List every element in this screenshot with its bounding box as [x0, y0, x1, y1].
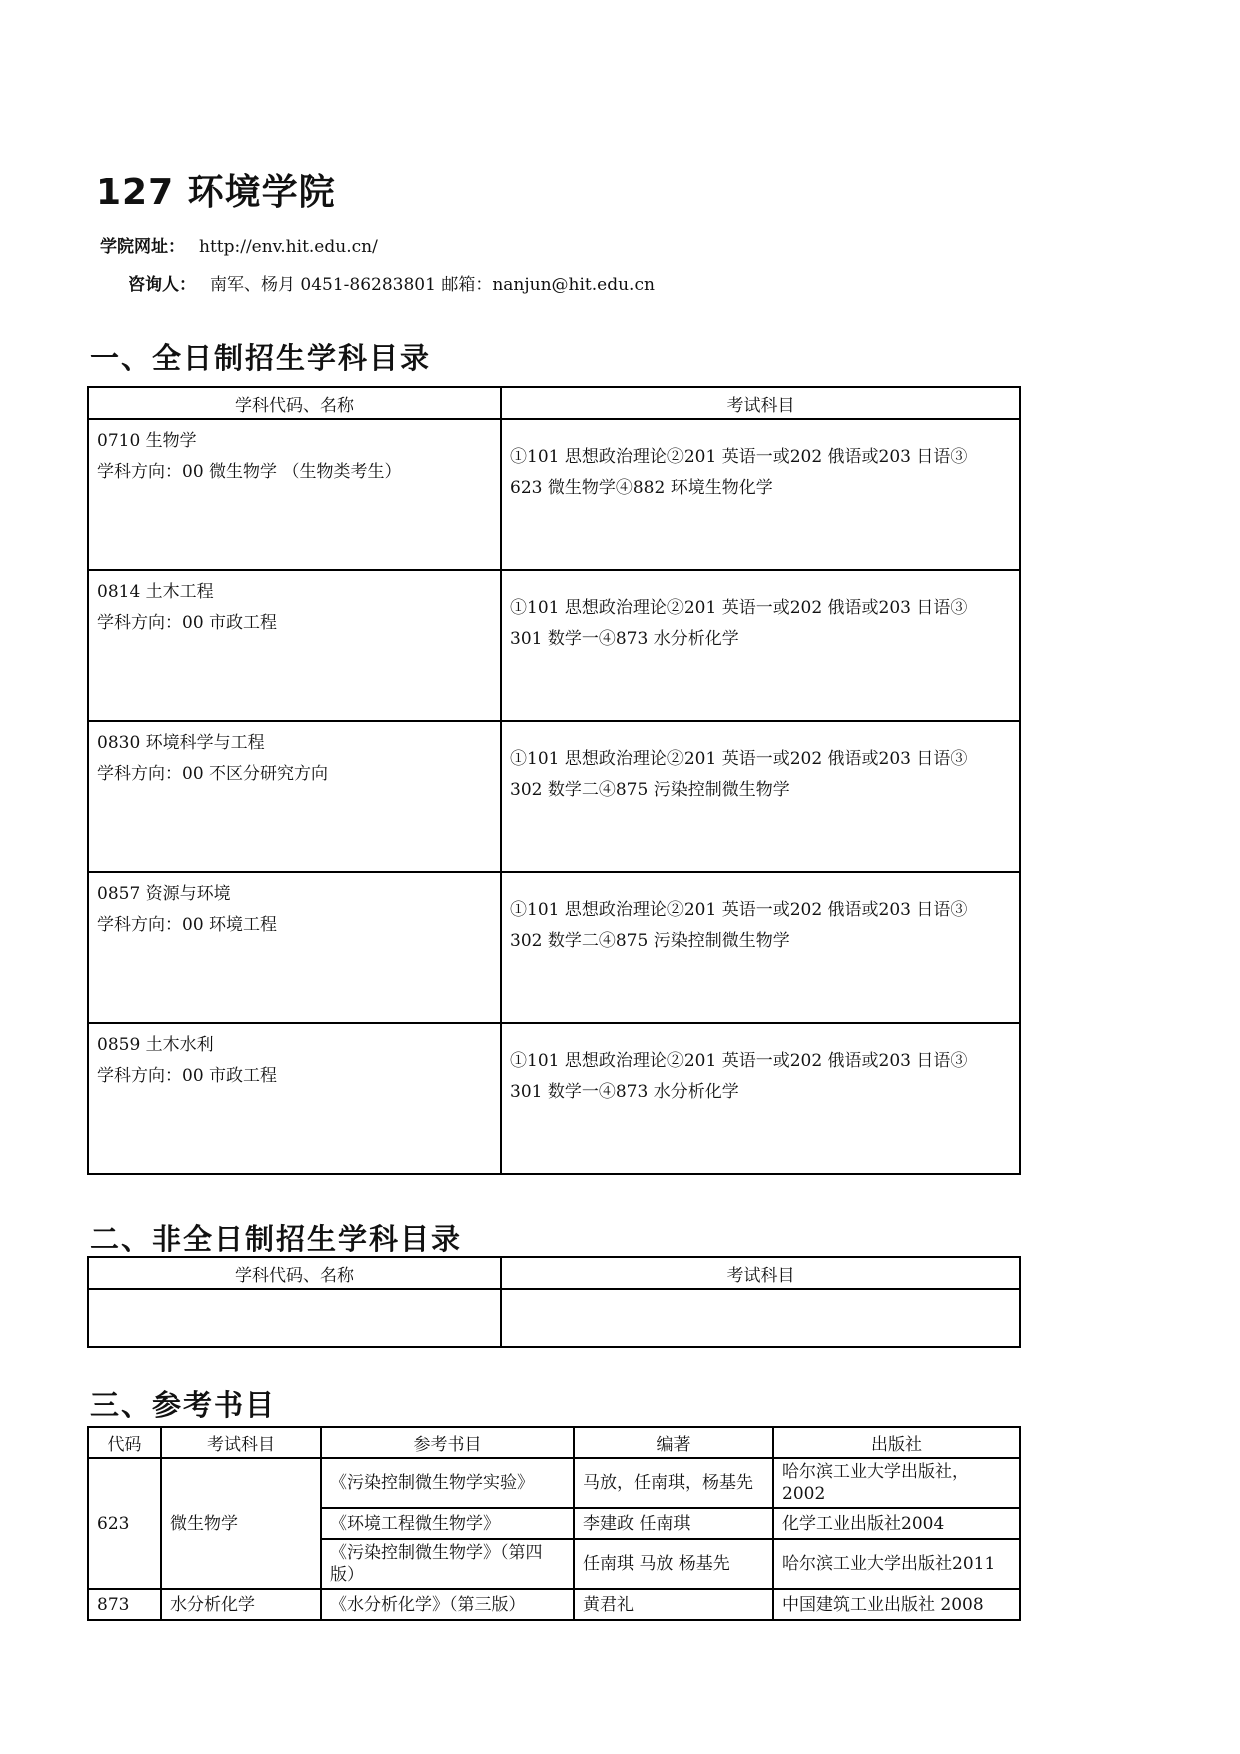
exam-line1: ①101 思想政治理论②201 英语一或202 俄语或203 日语③	[510, 598, 968, 618]
exam-line1: ①101 思想政治理论②201 英语一或202 俄语或203 日语③	[510, 900, 968, 920]
col-author-header: 编著	[574, 1427, 773, 1458]
subject-name: 0830 环境科学与工程	[97, 733, 265, 753]
publisher-cell: 哈尔滨工业大学出版社2011	[773, 1539, 1020, 1589]
subject-cell	[88, 1023, 501, 1174]
table-header-row	[88, 1257, 1020, 1289]
section2-heading: 二、非全日制招生学科目录	[90, 1222, 463, 1256]
subject-direction: 学科方向：00 市政工程	[97, 613, 278, 633]
table-header-row	[88, 387, 1020, 419]
exam-line2: 623 微生物学④882 环境生物化学	[510, 478, 773, 498]
section1-heading: 一、全日制招生学科目录	[90, 341, 432, 375]
section3-heading: 三、参考书目	[90, 1388, 277, 1422]
table-row	[88, 721, 1020, 872]
exam-line2: 301 数学一④873 水分析化学	[510, 1082, 739, 1102]
col-exam-header: 考试科目	[501, 387, 1020, 419]
subject-direction: 学科方向：00 微生物学 （生物类考生）	[97, 462, 402, 482]
table-row	[88, 1458, 1020, 1508]
author-cell: 李建政 任南琪	[574, 1508, 773, 1539]
author-cell: 任南琪 马放 杨基先	[574, 1539, 773, 1589]
exam-cell	[501, 570, 1020, 721]
subject-direction: 学科方向：00 市政工程	[97, 1066, 278, 1086]
col-code-header: 代码	[88, 1427, 161, 1458]
code-cell: 873	[88, 1589, 161, 1620]
book-cell: 《污染控制微生物学实验》	[321, 1458, 574, 1508]
exam-line2: 301 数学一④873 水分析化学	[510, 629, 739, 649]
table-row	[88, 1289, 1020, 1347]
code-cell: 623	[88, 1458, 161, 1589]
col-subject-header: 考试科目	[161, 1427, 321, 1458]
publisher-cell: 哈尔滨工业大学出版社，2002	[773, 1458, 1020, 1508]
book-cell: 《环境工程微生物学》	[321, 1508, 574, 1539]
subject-direction: 学科方向：00 环境工程	[97, 915, 278, 935]
website-line	[100, 232, 378, 257]
subject-cell: 微生物学	[161, 1458, 321, 1589]
col-book-header: 参考书目	[321, 1427, 574, 1458]
exam-cell	[501, 721, 1020, 872]
publisher-cell: 化学工业出版社2004	[773, 1508, 1020, 1539]
table-row	[88, 872, 1020, 1023]
subject-name: 0814 土木工程	[97, 582, 214, 602]
subject-cell: 水分析化学	[161, 1589, 321, 1620]
author-cell: 黄君礼	[574, 1589, 773, 1620]
exam-cell	[501, 1023, 1020, 1174]
subject-name: 0857 资源与环境	[97, 884, 231, 904]
contact-value: 南军、杨月 0451-86283801 邮箱：nanjun@hit.edu.cn	[210, 275, 655, 295]
empty-cell	[501, 1289, 1020, 1347]
col-subject-header: 学科代码、名称	[88, 1257, 501, 1289]
reference-table	[87, 1426, 1021, 1621]
subject-name: 0710 生物学	[97, 431, 197, 451]
table-row	[88, 570, 1020, 721]
book-cell: 《污染控制微生物学》（第四版）	[321, 1539, 574, 1589]
col-exam-header: 考试科目	[501, 1257, 1020, 1289]
website-label: 学院网址：	[100, 237, 185, 257]
website-value[interactable]: http://env.hit.edu.cn/	[199, 237, 378, 257]
exam-line1: ①101 思想政治理论②201 英语一或202 俄语或203 日语③	[510, 749, 968, 769]
empty-cell	[88, 1289, 501, 1347]
table-header-row	[88, 1427, 1020, 1458]
subject-cell	[88, 872, 501, 1023]
table-row	[88, 419, 1020, 570]
col-subject-header: 学科代码、名称	[88, 387, 501, 419]
subject-cell	[88, 570, 501, 721]
col-publisher-header: 出版社	[773, 1427, 1020, 1458]
subject-direction: 学科方向：00 不区分研究方向	[97, 764, 329, 784]
table-row	[88, 1589, 1020, 1620]
exam-line2: 302 数学二④875 污染控制微生物学	[510, 931, 790, 951]
exam-line1: ①101 思想政治理论②201 英语一或202 俄语或203 日语③	[510, 1051, 968, 1071]
exam-line1: ①101 思想政治理论②201 英语一或202 俄语或203 日语③	[510, 447, 968, 467]
exam-line2: 302 数学二④875 污染控制微生物学	[510, 780, 790, 800]
author-cell: 马放，任南琪，杨基先	[574, 1458, 773, 1508]
contact-label: 咨询人：	[128, 275, 196, 295]
page-title: 127 环境学院	[96, 172, 336, 213]
subject-name: 0859 土木水利	[97, 1035, 214, 1055]
exam-cell	[501, 872, 1020, 1023]
book-cell: 《水分析化学》（第三版）	[321, 1589, 574, 1620]
subject-cell	[88, 721, 501, 872]
table-row	[88, 1023, 1020, 1174]
parttime-table	[87, 1256, 1021, 1348]
fulltime-table	[87, 386, 1021, 1175]
exam-cell	[501, 419, 1020, 570]
contact-line	[128, 270, 655, 295]
subject-cell	[88, 419, 501, 570]
publisher-cell: 中国建筑工业出版社 2008	[773, 1589, 1020, 1620]
